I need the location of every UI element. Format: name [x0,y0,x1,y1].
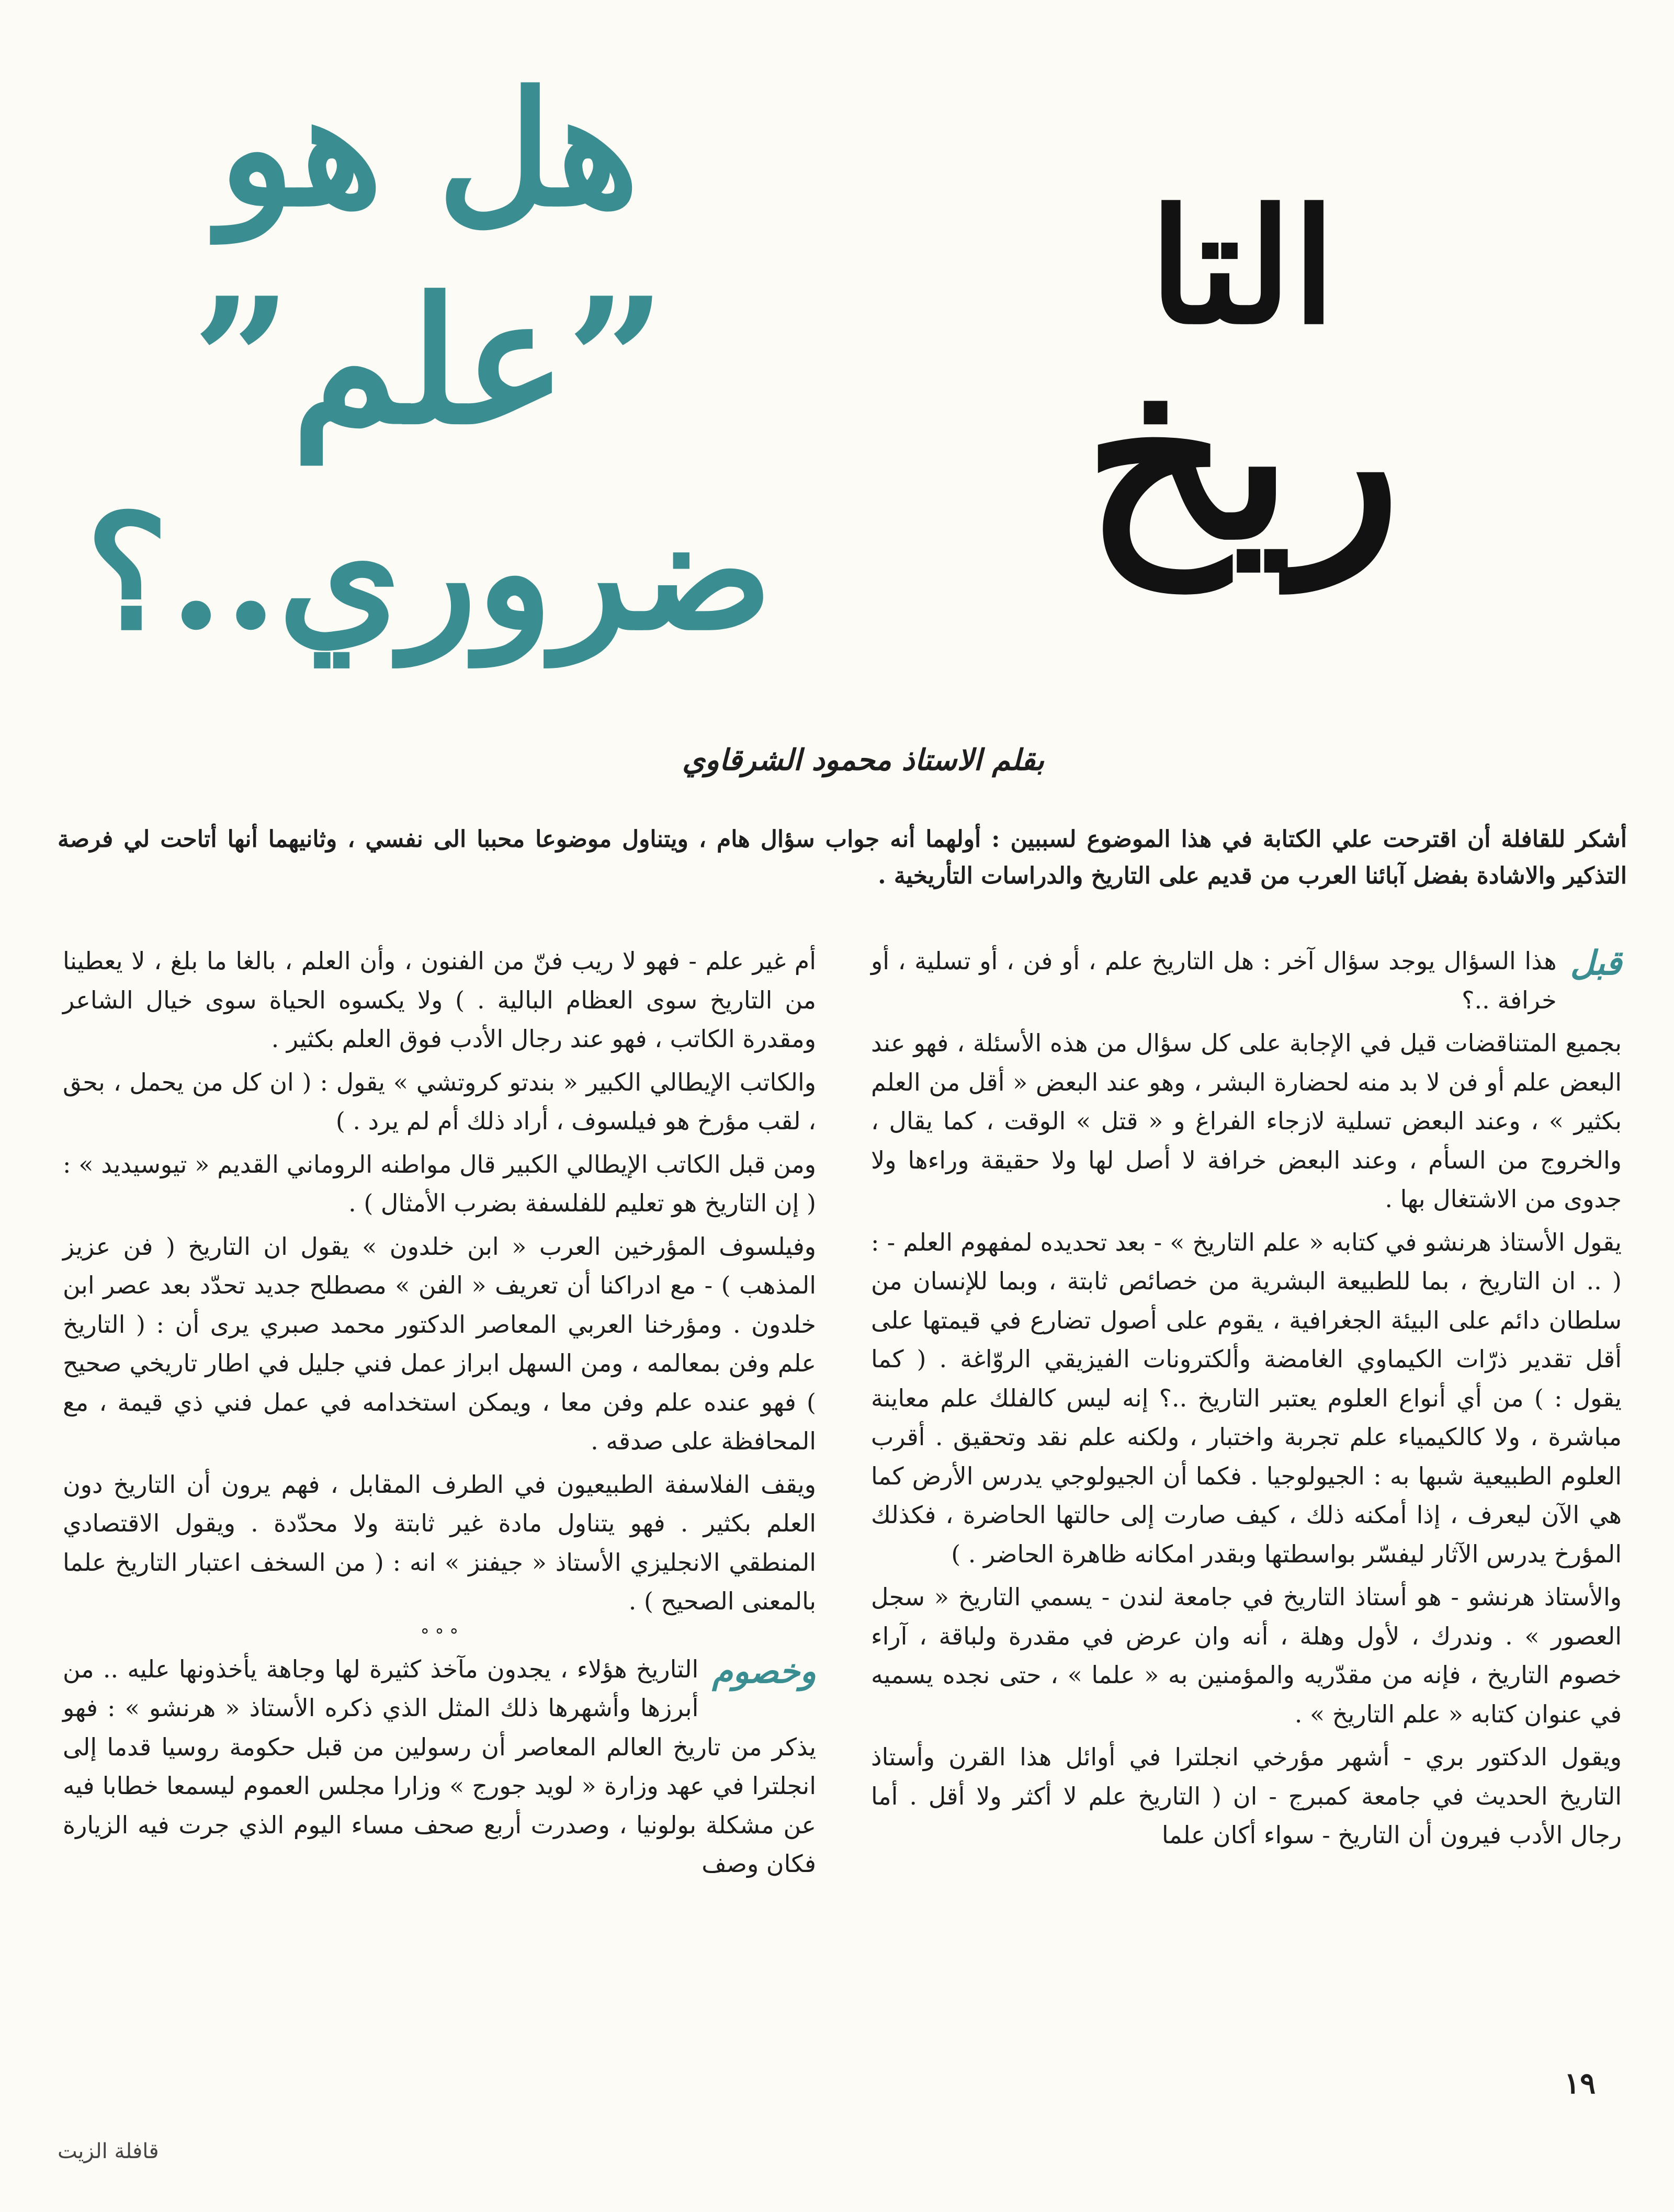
paragraph: هذا السؤال يوجد سؤال آخر : هل التاريخ علم ، أو فن ، أو تسلية ، أو خرافة ..؟ [871,947,1557,1014]
paragraph: يقول الأستاذ هرنشو في كتابه « علم التاريخ » - بعد تحديده لمفهوم العلم - : ( .. ان التاريخ ، بما للطبيعة البشرية من خصائص ثابتة ، وبما للإنسان من سلطان دائم على البيئة الجغرافية ، يقوم على أصول تضارع في قيمتها على أقل تقدير ذرّات الكيماوي الغامضة وألكترونات الفيزيقي الروّاغة . ( كما يقول : ) من أي أنواع العلوم يعتبر التاريخ ..؟ إنه ليس كالفلك علم معاينة مباشرة ، ولا كالكيمياء علم تجربة واختبار ، ولكنه علم نقد وتحقيق . أقرب العلوم الطبيعية شبها به : الجيولوجيا . فكما أن الجيولوجي يدرس الأرض كما هي الآن ليعرف ، إذا أمكنه ذلك ، كيف صارت إلى حالتها الحاضرة ، فكذلك المؤرخ يدرس الآثار ليفسّر بواسطتها وبقدر امكانه ظاهرة الحاضر . ) [871,1228,1622,1568]
magazine-footer: قافلة الزيت [58,2139,159,2163]
page-number: ١٩ [1564,2066,1596,2101]
paragraph: ويقف الفلاسفة الطبيعيون في الطرف المقابل ، فهم يرون أن التاريخ دون العلم بكثير . فهو يتناول مادة غير ثابتة ولا محدّدة . ويقول الاقتصادي المنطقي الانجليزي الأستاذ « جيفنز » انه : ( من السخف اعتبار التاريخ علما بالمعنى الصحيح ) . [63,1470,816,1616]
title-sub-line1: هل هو [219,56,639,241]
paragraph: بجميع المتناقضات قيل في الإجابة على كل سؤال من هذه الأسئلة ، فهو عند البعض علم أو فن لا بد منه لحضارة البشر ، وهو عند البعض « أقل من العلم بكثير » ، وعند البعض تسلية لازجاء الفراغ و « قتل » الوقت ، كما يقال ، والخروج من السأم ، وعند البعض خرافة لا أصل لها ولا حقيقة وراءها ولا جدوى من الاشتغال بها . [871,1029,1622,1213]
section-separator: ° ° ° [420,1625,459,1646]
article-column-left [63,941,816,1888]
paragraph: والأستاذ هرنشو - هو أستاذ التاريخ في جامعة لندن - يسمي التاريخ « سجل العصور » . وندرك ، لأول وهلة ، أنه وان عرض في مقدرة ولباقة ، آراء خصوم التاريخ ، فإنه من مقدّريه والمؤمنين به « علما » ، حتى نجده يسميه في عنوان كتابه « علم التاريخ » . [871,1583,1622,1728]
paragraph: ومن قبل الكاتب الإيطالي الكبير قال مواطنه الروماني القديم « تيوسيديد » : ( إن التاريخ هو تعليم للفلسفة بضرب الأمثال ) . [63,1150,816,1218]
paragraph: والكاتب الإيطالي الكبير « بندتو كروتشي » يقول : ( ان كل من يحمل ، بحق ، لقب مؤرخ هو فيلسوف ، أراد ذلك أم لم يرد . ) [63,1068,816,1136]
paragraph: وفيلسوف المؤرخين العرب « ابن خلدون » يقول ان التاريخ ( فن عزيز المذهب ) - مع ادراكنا أن تعريف « الفن » مصطلح جديد تحدّد بعد عصر ابن خلدون . ومؤرخنا العربي المعاصر الدكتور محمد صبري يرى أن : ( التاريخ علم وفن بمعالمه ، ومن السهل ابراز عمل فني جليل في اطار تاريخي صحيح ) فهو عنده علم وفن معا ، ويمكن استخدامه في عمل فني ذي قيمة ، مع المحافظة على صدقه . [63,1232,816,1456]
paragraph: أم غير علم - فهو لا ريب فنّ من الفنون ، وأن العلم ، بالغا ما بلغ ، لا يعطينا من التاريخ سوى العظام البالية . ) ولا يكسوه الحياة سوى خيال الشاعر ومقدرة الكاتب ، فهو عند رجال الأدب فوق العلم بكثير . [63,947,816,1053]
title-calligraphy-tarikh [837,42,1648,717]
intro-paragraph: أشكر للقافلة أن اقترحت علي الكتابة في هذا الموضوع لسببين : أولهما أنه جواب سؤال هام ، ويتناول موضوعا محببا الى نفسي ، وثانيهما أنها أتاحت لي فرصة التذكير والاشادة بفضل آبائنا العرب من قديم على التاريخ والدراسات التأريخية . [58,826,1627,890]
lead-word-khusum: وخصوم [712,1651,816,1691]
title-main-line1: التا [1149,174,1336,359]
title-sub-line2: ”علم” [192,259,666,462]
author-byline: بقلم الاستاذ محمود الشرقاوي [682,743,1045,777]
closing-text: التاريخ هؤلاء ، يجدون مآخذ كثيرة لها وجاهة يأخذونها عليه .. من أبرزها وأشهرها ذلك المثل الذي ذكره الأستاذ « هرنشو » : فهو يذكر من تاريخ العالم المعاصر أن رسولين من قبل حكومة روسيا قدما إلى انجلترا في عهد وزارة « لويد جورج » وزارا مجلس العموم ليسمعا خطابا فيه عن مشكلة بولونيا ، وصدرت أربع صحف مساء اليوم الذي جرت فيه الزيارة فكان وصف [63,1654,816,1878]
title-sub-line3: ضروري..؟ [85,480,773,665]
title-main-line2: ريخ [1084,325,1401,589]
paragraph: ويقول الدكتور بري - أشهر مؤرخي انجلترا في أوائل هذا القرن وأستاذ التاريخ الحديث في جامعة كمبرج - ان ( التاريخ علم لا أكثر ولا أقل . أما رجال الأدب فيرون أن التاريخ - سواء أكان علما [871,1743,1622,1850]
article-column-right [871,941,1622,1859]
lead-word-qabl: قبل [1570,944,1622,983]
title-question [47,47,811,675]
paragraph-closing [63,1650,816,1884]
